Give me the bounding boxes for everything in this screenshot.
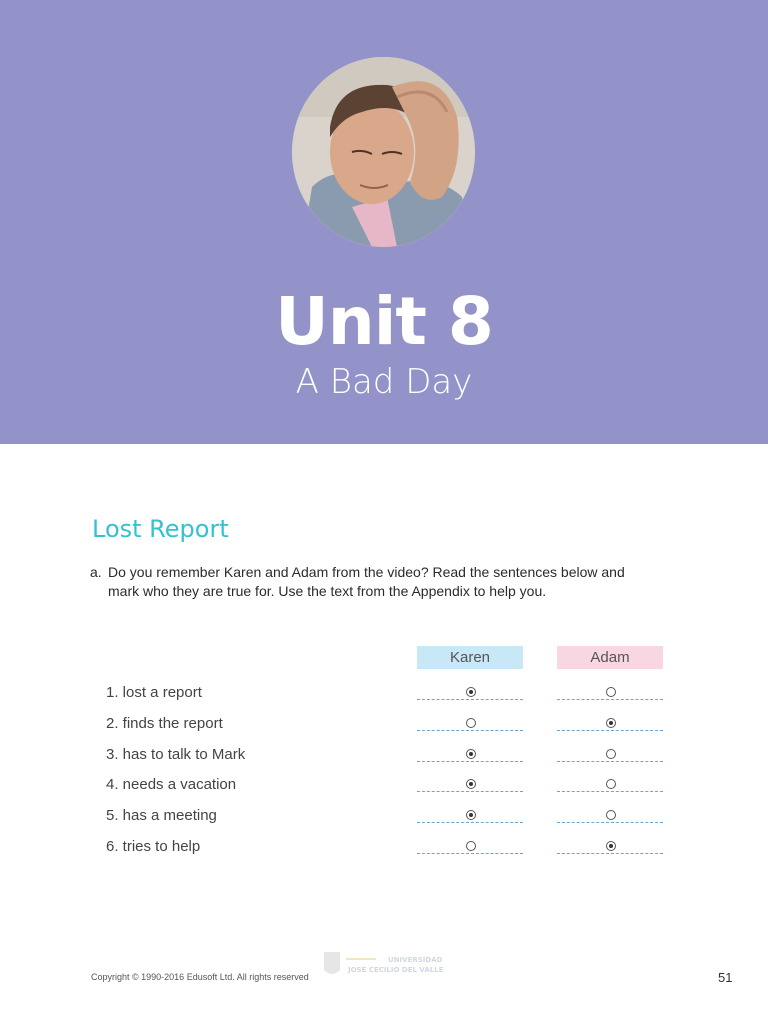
radio-adam-5[interactable] — [606, 810, 616, 820]
page-number: 51 — [718, 970, 733, 985]
instruction-line-1: Do you remember Karen and Adam from the video? Read the sentences below and — [108, 564, 625, 580]
instruction-line-2: mark who they are true for. Use the text from the Appendix to help you. — [108, 583, 547, 599]
radio-adam-4[interactable] — [606, 779, 616, 789]
answer-cell-adam — [557, 749, 663, 762]
answer-cell-karen — [417, 779, 523, 792]
answer-cell-adam — [557, 779, 663, 792]
radio-adam-1[interactable] — [606, 687, 616, 697]
radio-adam-2[interactable] — [606, 718, 616, 728]
university-watermark-logo — [318, 940, 452, 990]
section-title: Lost Report — [92, 515, 229, 543]
radio-karen-2[interactable] — [466, 718, 476, 728]
radio-adam-3[interactable] — [606, 749, 616, 759]
unit-title: Unit 8 — [275, 283, 493, 360]
radio-karen-5[interactable] — [466, 810, 476, 820]
copyright-text: Copyright © 1990-2016 Edusoft Ltd. All rights reserved — [91, 972, 309, 982]
unit-banner — [0, 0, 768, 444]
svg-text:UNIVERSIDAD: UNIVERSIDAD — [388, 956, 443, 964]
row-label: 4. needs a vacation — [106, 776, 237, 793]
row-label: 2. finds the report — [106, 715, 223, 732]
man-holding-head-photo — [292, 57, 475, 247]
row-label: 6. tries to help — [106, 838, 201, 855]
row-label: 5. has a meeting — [106, 807, 217, 824]
answer-cell-adam — [557, 718, 663, 731]
radio-adam-6[interactable] — [606, 841, 616, 851]
answer-cell-karen — [417, 841, 523, 854]
unit-subtitle: A Bad Day — [295, 362, 473, 402]
answer-cell-adam — [557, 810, 663, 823]
radio-karen-6[interactable] — [466, 841, 476, 851]
radio-karen-4[interactable] — [466, 779, 476, 789]
answer-cell-karen — [417, 718, 523, 731]
answer-cell-adam — [557, 841, 663, 854]
column-header-karen: Karen — [417, 646, 523, 669]
answer-cell-adam — [557, 687, 663, 700]
answer-cell-karen — [417, 687, 523, 700]
column-header-adam: Adam — [557, 646, 663, 669]
radio-karen-3[interactable] — [466, 749, 476, 759]
answer-cell-karen — [417, 810, 523, 823]
row-label: 1. lost a report — [106, 684, 202, 701]
exercise-letter: a. — [90, 564, 102, 580]
answer-cell-karen — [417, 749, 523, 762]
row-label: 3. has to talk to Mark — [106, 746, 246, 763]
exercise-instruction — [90, 563, 690, 601]
svg-text:JOSÉ CECILIO DEL VALLE: JOSÉ CECILIO DEL VALLE — [348, 966, 444, 974]
radio-karen-1[interactable] — [466, 687, 476, 697]
